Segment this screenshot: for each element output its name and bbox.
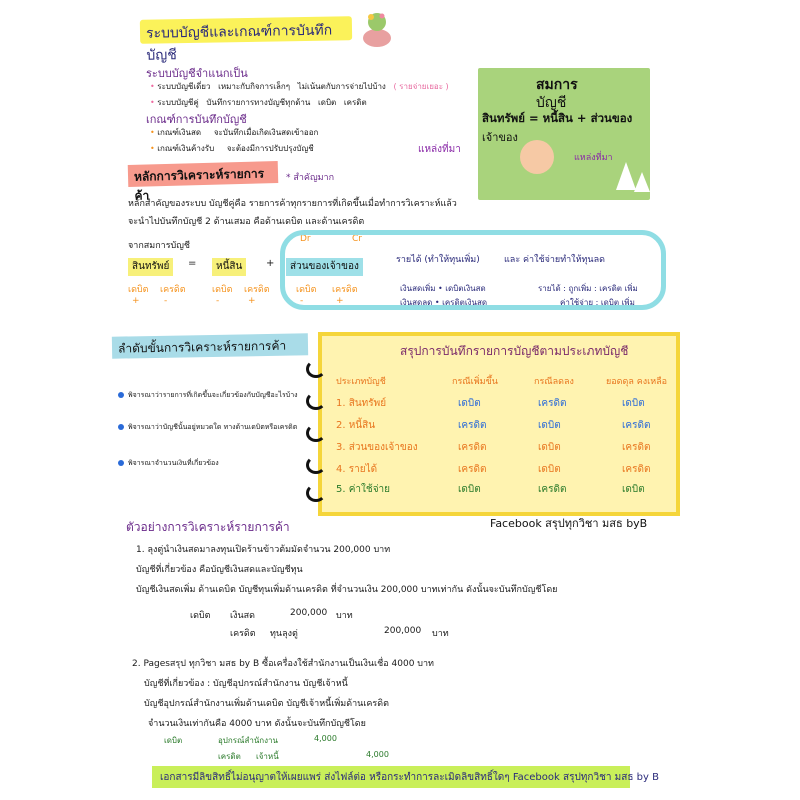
liab-cr: เครดิต (244, 285, 270, 295)
cactus-illustration (358, 8, 396, 48)
summary-cell: เครดิต (538, 398, 567, 409)
example-1-journal-cr: เครดิต (230, 629, 256, 639)
summary-header-increase: กรณีเพิ่มขึ้น (452, 377, 498, 387)
analysis-from-eq: จากสมการบัญชี (128, 241, 191, 251)
dr-label: Dr (300, 234, 311, 244)
binder-ring (306, 360, 326, 378)
summary-header-balance: ยอดดุล คงเหลือ (606, 377, 668, 387)
summary-cell: เครดิต (538, 484, 567, 495)
cr-label: Cr (352, 234, 362, 244)
summary-cell: เดบิต (622, 398, 645, 409)
summary-title: สรุปการบันทึกรายการบัญชีตามประเภทบัญชี (400, 344, 629, 358)
steps-heading-banner (112, 333, 308, 358)
income-note: รายได้ (ทำให้ทุนเพิ่ม) (396, 255, 480, 265)
expense-rule-note: ค่าใช้จ่าย : เดบิต เพิ่ม (560, 298, 635, 307)
example-1-line-2: บัญชีที่เกี่ยวข้อง คือบัญชีเงินสดและบัญชีทุน (136, 565, 303, 575)
analysis-para-2: จะนำไปบันทึกบัญชี 2 ด้านเสมอ คือด้านเดบิต และด้านเครดิต (128, 217, 365, 227)
summary-cell: เครดิต (458, 442, 487, 453)
summary-cell: เครดิต (622, 420, 651, 431)
asset-dr: เดบิต (128, 285, 149, 295)
step-bullet (118, 392, 124, 398)
plus-sign: + (266, 258, 275, 269)
owner-chip: ส่วนของเจ้าของ (286, 258, 363, 276)
step-bullet (118, 424, 124, 430)
credit-text: Facebook สรุปทุกวิชา มสธ byB (490, 517, 648, 530)
owner-dr-sign: - (300, 296, 304, 306)
owner-dr: เดบิต (296, 285, 317, 295)
source-annotation: แหล่งที่มา (418, 144, 461, 155)
summary-row-asset: 1. สินทรัพย์ (336, 398, 387, 409)
equation-box (478, 68, 650, 200)
summary-cell: เดบิต (458, 484, 481, 495)
example-2-line-3: บัญชีอุปกรณ์สำนักงานเพิ่มด้านเดบิต บัญชีเจ้าหนี้เพิ่มด้านเครดิต (144, 699, 389, 709)
rocket-illustration (520, 140, 554, 174)
step-2: พิจารณาว่าบัญชีนั้นอยู่หมวดใด ทางด้านเดบิตหรือเครดิต (128, 423, 298, 431)
binder-ring (306, 392, 326, 410)
example-1-line-1: 1. ลุงตู่นำเงินสดมาลงทุนเปิดร้านข้าวต้มมัดจำนวน 200,000 บาท (136, 545, 391, 555)
cash-decrease-note: เงินสดลด • เครดิตเงินสด (400, 298, 488, 307)
classification-heading: ระบบบัญชีจำแนกเป็น (146, 67, 248, 80)
liab-dr: เดบิต (212, 285, 233, 295)
examples-heading: ตัวอย่างการวิเคราะห์รายการค้า (126, 520, 290, 534)
page-title-banner (140, 16, 352, 64)
example-2-journal-cr-amt: 4,000 (366, 750, 389, 759)
steps-heading: ลำดับขั้นการวิเคราะห์รายการค้า (117, 338, 287, 356)
asset-chip: สินทรัพย์ (128, 258, 173, 276)
example-1-journal-dr: เดบิต (190, 611, 211, 621)
binder-ring (306, 424, 326, 442)
summary-cell: เดบิต (458, 398, 481, 409)
summary-row-revenue: 4. รายได้ (336, 464, 378, 475)
example-2-journal-dr: เดบิต (164, 736, 183, 745)
equation-tag: แหล่งที่มา (574, 153, 613, 163)
summary-cell: เครดิต (622, 442, 651, 453)
criteria-item-2: • เกณฑ์เงินค้างรับ จะต้องมีการปรับปรุงบัญชี (150, 144, 314, 153)
page-title: ระบบบัญชีและเกณฑ์การบันทึกบัญชี (145, 22, 333, 64)
example-1-journal-cr-amt: 200,000 (384, 626, 422, 636)
summary-header-type: ประเภทบัญชี (336, 377, 386, 387)
example-2-journal-dr-amt: 4,000 (314, 734, 337, 743)
example-1-journal-dr-amt: 200,000 (290, 608, 328, 618)
summary-row-equity: 3. ส่วนของเจ้าของ (336, 442, 418, 453)
analysis-para-1: หลักสำคัญของระบบ บัญชีคู่คือ รายการค้าทุกรายการที่เกิดขึ้นเมื่อทำการวิเคราะห์แล้ว (128, 199, 457, 209)
summary-cell: เดบิต (538, 464, 561, 475)
liability-chip: หนี้สิน (212, 258, 246, 276)
asset-cr: เครดิต (160, 285, 186, 295)
analysis-heading: หลักการวิเคราะห์รายการค้า (133, 166, 265, 203)
classification-item-2: • ระบบบัญชีคู่ บันทึกรายการทางบัญชีทุกด้าน เดบิต เครดิต (150, 98, 367, 107)
summary-cell: เครดิต (622, 464, 651, 475)
example-2-line-4: จำนวนเงินเท่ากันคือ 4000 บาท ดังนั้นจะบันทึกบัญชีโดย (148, 719, 366, 729)
summary-row-expense: 5. ค่าใช้จ่าย (336, 484, 391, 495)
expense-note: และ ค่าใช้จ่ายทำให้ทุนลด (504, 255, 605, 265)
equation-formula: สินทรัพย์ = หนี้สิน + ส่วนของ (482, 111, 633, 125)
classification-item-1: • ระบบบัญชีเดี่ยว เหมาะกับกิจการเล็กๆ ไม่เน้นตกับการจ่ายไปบ้าง ( รายจ่ายเยอะ ) (150, 82, 449, 91)
cash-increase-note: เงินสดเพิ่ม • เดบิตเงินสด (400, 284, 486, 293)
example-2-line-1: 2. Pagesสรุป ทุกวิชา มสธ by B ซื้อเครื่องใช้สำนักงานเป็นเงินเชื่อ 4000 บาท (132, 659, 434, 669)
criteria-item-1: • เกณฑ์เงินสด จะบันทึกเมื่อเกิดเงินสดเข้าออก (150, 128, 319, 137)
liab-dr-sign: - (216, 296, 220, 306)
binder-ring (306, 456, 326, 474)
copyright-text: เอกสารมีลิขสิทธิ์ไม่อนุญาตให้เผยแพร่ ส่งไฟล์ต่อ หรือกระทำการละเมิดลิขสิทธิ์ใดๆ Facebook สรุปทุกวิชา มสธ by B (160, 772, 659, 783)
summary-cell: เดบิต (538, 442, 561, 453)
equation-subtitle: บัญชี (536, 95, 567, 111)
liab-cr-sign: + (248, 296, 256, 306)
summary-cell: เดบิต (622, 484, 645, 495)
asset-cr-sign: - (164, 296, 168, 306)
equation-formula-tail: เจ้าของ (482, 131, 518, 144)
summary-row-liability: 2. หนี้สิน (336, 420, 376, 431)
example-1-journal-dr-unit: บาท (336, 611, 353, 621)
tree-icon (616, 162, 636, 190)
example-1-journal-cr-acct: ทุนลุงตู่ (270, 629, 298, 639)
binder-ring (306, 484, 326, 502)
example-1-journal-cr-unit: บาท (432, 629, 449, 639)
analysis-heading-banner (128, 161, 279, 203)
step-1: พิจารณาว่ารายการที่เกิดขึ้นจะเกี่ยวข้องกับบัญชีอะไรบ้าง (128, 391, 298, 399)
summary-cell: เดบิต (538, 420, 561, 431)
owner-cr: เครดิต (332, 285, 358, 295)
analysis-side-note: * สำคัญมาก (286, 173, 335, 183)
summary-header-decrease: กรณีลดลง (534, 377, 574, 387)
summary-cell: เครดิต (458, 464, 487, 475)
equation-title: สมการ (536, 77, 578, 93)
owner-cr-sign: + (336, 296, 344, 306)
criteria-heading: เกณฑ์การบันทึกบัญชี (146, 113, 247, 126)
example-1-journal-dr-acct: เงินสด (230, 611, 255, 621)
tree-small-icon (634, 172, 650, 192)
example-2-journal-cr: เครดิต (218, 752, 241, 761)
asset-dr-sign: + (132, 296, 140, 306)
step-bullet (118, 460, 124, 466)
example-2-line-2: บัญชีที่เกี่ยวข้อง : บัญชีอุปกรณ์สำนักงาน บัญชีเจ้าหนี้ (144, 679, 348, 689)
example-1-line-3: บัญชีเงินสดเพิ่ม ด้านเดบิต บัญชีทุนเพิ่มด้านเครดิต ที่จำนวนเงิน 200,000 บาทเท่ากัน ดังนั้นจะบันทึกบัญชีโดย (136, 585, 558, 595)
example-2-journal-cr-acct: เจ้าหนี้ (256, 752, 279, 761)
equals-sign: = (188, 258, 197, 269)
revenue-note: รายได้ : ถูกเพิ่ม : เครดิต เพิ่ม (538, 284, 638, 293)
step-3: พิจารณาจำนวนเงินที่เกี่ยวข้อง (128, 459, 219, 467)
example-2-journal-dr-acct: อุปกรณ์สำนักงาน (218, 736, 278, 745)
summary-cell: เครดิต (458, 420, 487, 431)
copyright-footer (152, 766, 659, 788)
